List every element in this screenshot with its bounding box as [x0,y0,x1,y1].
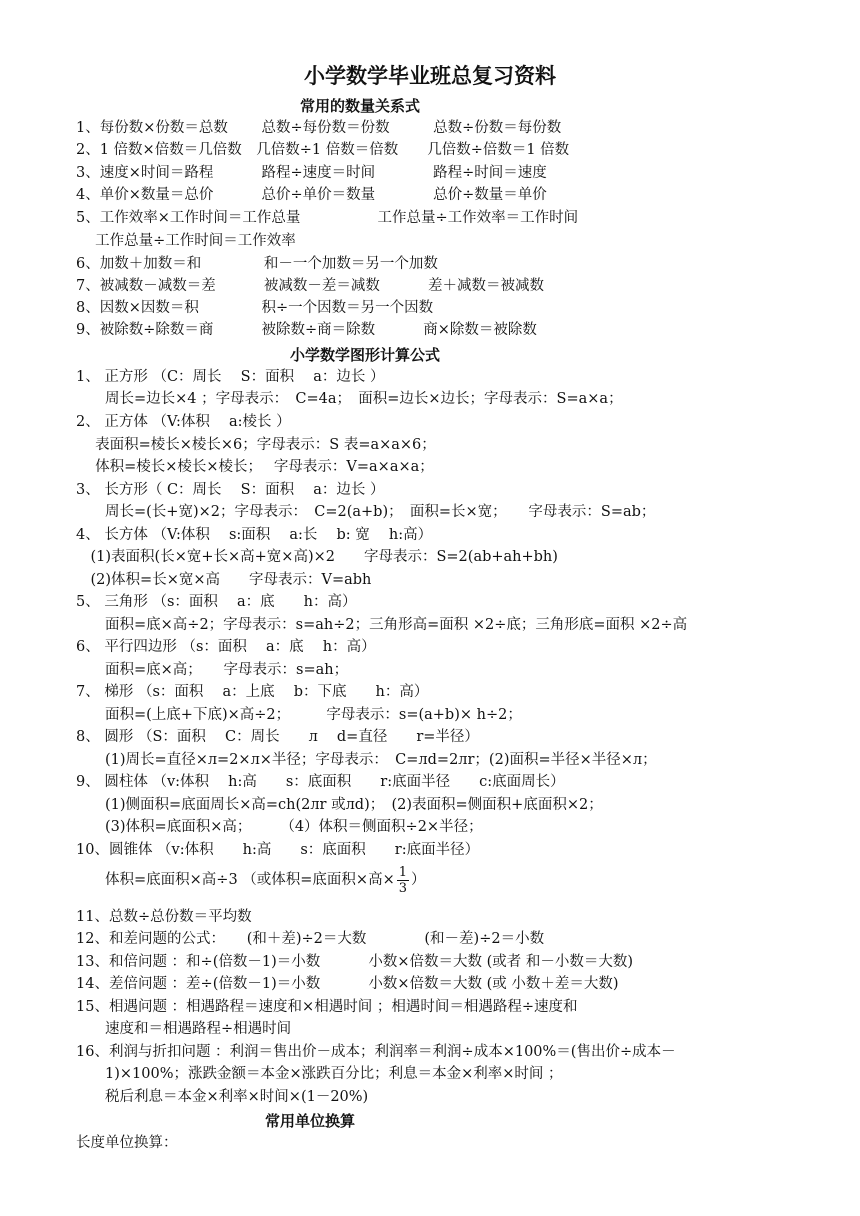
formula-line: 7、 梯形 （s：面积 a：上底 b：下底 h：高） [76,684,429,700]
formula-line: 速度和＝相遇路程÷相遇时间 [76,1021,292,1037]
relation-line: 2、1 倍数×倍数＝几倍数 几倍数÷1 倍数＝倍数 几倍数÷倍数＝1 倍数 [76,142,570,158]
section-heading-formulas: 小学数学图形计算公式 [290,346,441,364]
relation-line: 5、工作效率×工作时间＝工作总量 工作总量÷工作效率＝工作时间 [76,210,579,226]
relation-line: 3、速度×时间＝路程 路程÷速度＝时间 路程÷时间＝速度 [76,165,547,181]
formula-line: 周长=(长+宽)×2；字母表示： C=2(a+b)； 面积=长×宽； 字母表示：S=ab； [76,504,656,520]
formula-line: 面积=底×高； 字母表示：s=ah； [76,662,349,678]
formula-line: 面积=底×高÷2；字母表示：s=ah÷2；三角形高=面积 ×2÷底；三角形底=面积 ×2÷高 [76,617,688,633]
unit-conversion-line: 长度单位换算： [76,1135,178,1151]
formula-line: 2、 正方体 （V:体积 a:棱长 ） [76,414,291,430]
formula-line: (3)体积=底面积×高； （4）体积＝侧面积÷2×半径； [76,819,483,835]
cone-volume-line [76,862,426,898]
formula-line: 1)×100%；涨跌金额＝本金×涨跌百分比；利息＝本金×利率×时间 ； [76,1066,563,1082]
formula-line: 10、圆锥体 （v:体积 h:高 s：底面积 r:底面半径） [76,842,480,858]
relation-line: 7、被减数－减数＝差 被减数－差＝减数 差＋减数＝被减数 [76,278,544,294]
fraction-denominator: 3 [398,880,408,896]
formula-line: 4、 长方体 （V:体积 s:面积 a:长 b: 宽 h:高） [76,527,433,543]
formula-line: 5、 三角形 （s：面积 a：底 h：高） [76,594,357,610]
one-third-fraction [397,865,409,896]
formula-line: 6、 平行四边形 （s：面积 a：底 h：高） [76,639,376,655]
relation-line: 1、每份数×份数＝总数 总数÷每份数＝份数 总数÷份数＝每份数 [76,120,562,136]
formula-line: 体积=棱长×棱长×棱长； 字母表示：V=a×a×a； [76,459,434,475]
cone-volume-suffix: ） [411,872,426,888]
formula-line: (2)体积=长×宽×高 字母表示：V=abh [76,572,372,588]
relation-line: 工作总量÷工作时间＝工作效率 [76,233,296,249]
formula-line: 周长=边长×4 ；字母表示： C=4a； 面积=边长×边长；字母表示：S=a×a； [76,391,623,407]
formula-line: 15、相遇问题 ：相遇路程＝速度和×相遇时间 ；相遇时间＝相遇路程÷速度和 [76,999,578,1015]
formula-line: 表面积=棱长×棱长×6；字母表示：S 表=a×a×6； [76,437,436,453]
relation-line: 8、因数×因数＝积 积÷一个因数＝另一个因数 [76,300,434,316]
fraction-numerator: 1 [398,864,408,880]
formula-line: 税后利息＝本金×利率×时间×(1－20%) [76,1089,369,1105]
formula-line: 12、和差问题的公式： (和＋差)÷2＝大数 (和－差)÷2＝小数 [76,931,545,947]
page-title: 小学数学毕业班总复习资料 [304,64,556,88]
formula-line: 8、 圆形 （S：面积 C：周长 л d=直径 r=半径） [76,729,479,745]
cone-volume-prefix: 体积=底面积×高÷3 （或体积=底面积×高× [76,872,395,888]
formula-line: 11、总数÷总份数＝平均数 [76,909,252,925]
formula-line: (1)侧面积=底面周长×高=ch(2лr 或лd)； (2)表面积=侧面积+底面积×2； [76,797,603,813]
relation-line: 4、单价×数量＝总价 总价÷单价＝数量 总价÷数量＝单价 [76,187,547,203]
formula-line: 13、和倍问题 ：和÷(倍数－1)＝小数 小数×倍数＝大数 (或者 和－小数＝大数) [76,954,634,970]
section-heading-units: 常用单位换算 [265,1112,356,1130]
section-heading-relations: 常用的数量关系式 [300,97,421,115]
formula-line: 16、利润与折扣问题 ：利润＝售出价－成本；利润率＝利润÷成本×100%＝(售出价÷成本－ [76,1044,676,1060]
formula-line: 面积=(上底+下底)×高÷2； 字母表示：s=(a+b)× h÷2； [76,707,522,723]
formula-line: (1)周长=直径×л=2×л×半径；字母表示： C=лd=2лr；(2)面积=半径×半径×л； [76,752,657,768]
relation-line: 9、被除数÷除数＝商 被除数÷商＝除数 商×除数＝被除数 [76,322,537,338]
formula-line: 14、差倍问题 ：差÷(倍数－1)＝小数 小数×倍数＝大数 (或 小数＋差＝大数) [76,976,619,992]
formula-line: (1)表面积(长×宽+长×高+宽×高)×2 字母表示：S=2(ab+ah+bh) [76,549,558,565]
formula-line: 3、 长方形（ C：周长 S：面积 a：边长 ） [76,482,385,498]
formula-line: 1、 正方形 （C：周长 S：面积 a：边长 ） [76,369,385,385]
formula-line: 9、 圆柱体 （v:体积 h:高 s：底面积 r:底面半径 c:底面周长） [76,774,565,790]
relation-line: 6、加数＋加数＝和 和－一个加数＝另一个加数 [76,256,438,272]
